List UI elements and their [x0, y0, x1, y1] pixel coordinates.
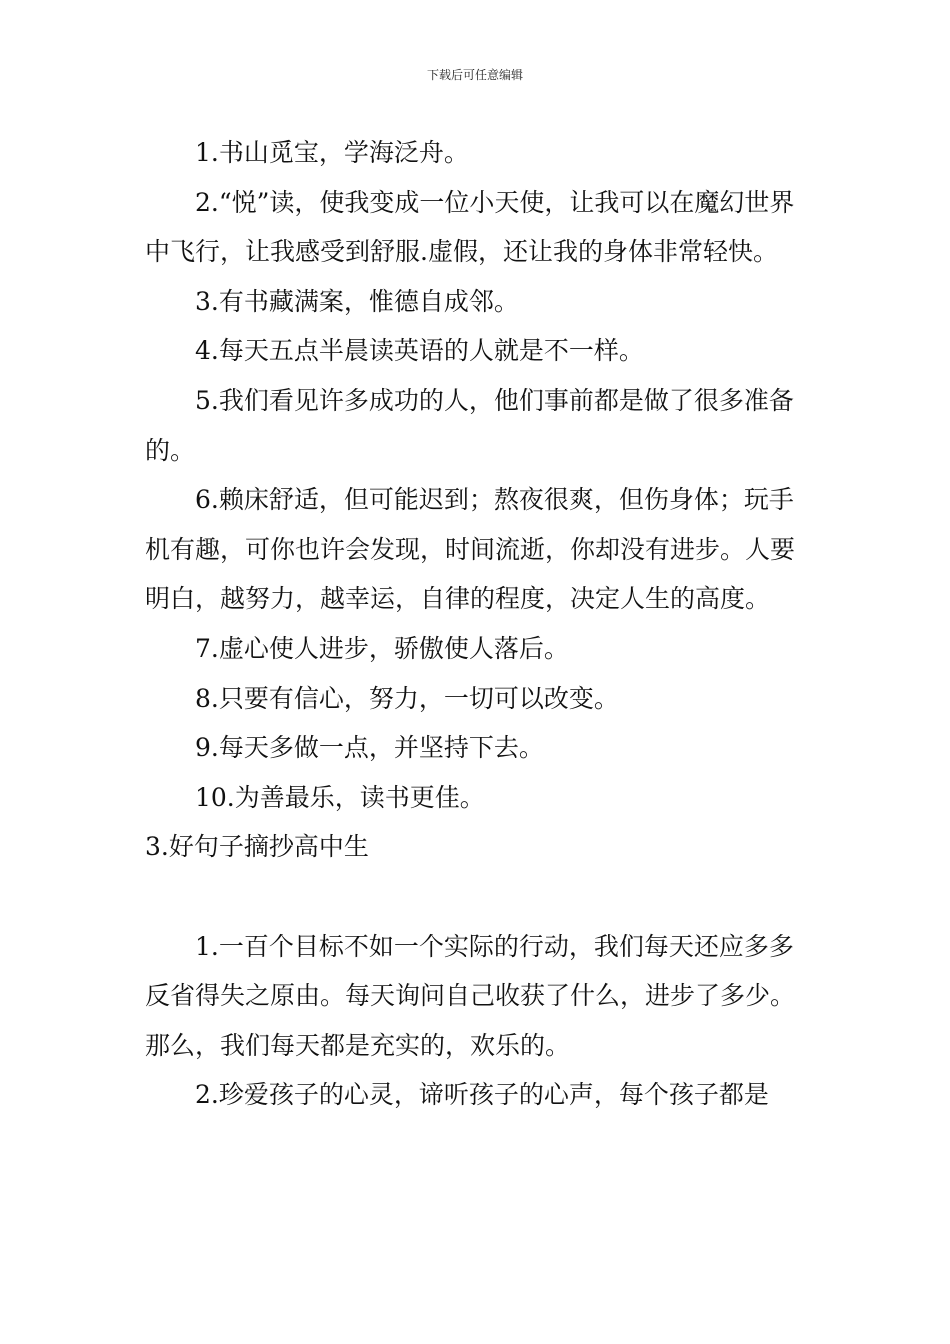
paragraph: 9.每天多做一点，并坚持下去。	[195, 733, 544, 763]
document-body	[145, 128, 810, 1120]
section-heading: 3.好句子摘抄高中生	[145, 832, 369, 862]
paragraph: 1.一百个目标不如一个实际的行动，我们每天还应多多反省得失之原由。每天询问自己收获了什么，进步了多少。那么，我们每天都是充实的，欢乐的。	[145, 931, 796, 1060]
paragraph: 2.珍爱孩子的心灵，谛听孩子的心声，每个孩子都是	[195, 1080, 769, 1110]
paragraph: 10.为善最乐，读书更佳。	[195, 782, 485, 812]
paragraph: 7.虚心使人进步，骄傲使人落后。	[195, 633, 569, 663]
paragraph: 4.每天五点半晨读英语的人就是不一样。	[195, 336, 644, 366]
blank-line	[145, 872, 810, 922]
paragraph: 2.“悦”读，使我变成一位小天使，让我可以在魔幻世界中飞行，让我感受到舒服.虚假，还让我的身体非常轻快。	[145, 187, 795, 267]
paragraph: 5.我们看见许多成功的人，他们事前都是做了很多准备的。	[145, 385, 794, 465]
page-header: 下载后可任意编辑	[426, 68, 523, 82]
paragraph: 8.只要有信心，努力，一切可以改变。	[195, 683, 619, 713]
paragraph: 3.有书藏满案，惟德自成邻。	[195, 286, 519, 316]
paragraph: 6.赖床舒适，但可能迟到；熬夜很爽，但伤身体；玩手机有趣，可你也许会发现，时间流逝，你却没有进步。人要明白，越努力，越幸运，自律的程度，决定人生的高度。	[145, 485, 796, 614]
paragraph: 1.书山觅宝，学海泛舟。	[195, 138, 469, 167]
